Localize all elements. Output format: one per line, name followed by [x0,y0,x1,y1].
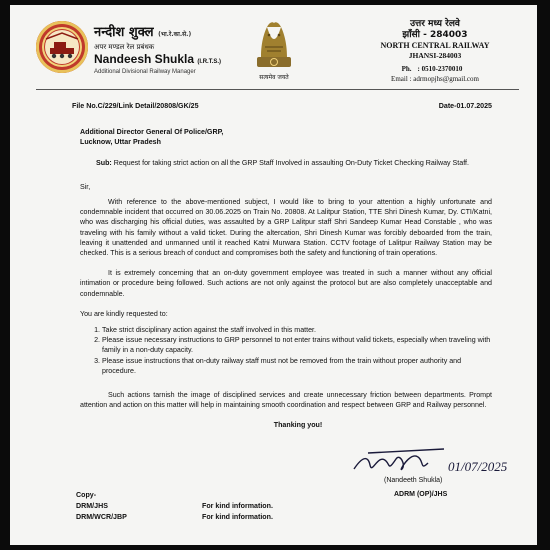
signatory-designation: ADRM (OP)/JHS [394,491,448,498]
request-item: 3. Please issue instructions that on-duty railway staff must not be removed from the train without proper authority and procedure. [102,356,492,376]
copy-row: DRM/WCR/JBP For kind information. [76,513,273,521]
paragraph-concern: It is extremely concerning that an on-duty government employee was treated in such a manner without any official intimation or procedure being followed. Such actions are not only against the protocol but are also completely unacceptable and condemnable. [80,269,492,298]
requests-list [80,325,492,376]
request-item: 1. Take strict disciplinary action against the staff involved in this matter. [102,325,492,335]
copy-row: DRM/JHS For kind information. [76,502,273,510]
officer-designation-english: Additional Divisional Railway Manager [94,69,196,75]
paragraph-closing: Such actions tarnish the image of disciplined services and create unnecessary friction between departments. Prompt attention and action on this matter will help in maintaining smooth coordination and respect between GRP and Railway personnel. [80,391,492,410]
copy-to-section [76,490,273,523]
closing-thanks: Thanking you! [273,421,323,430]
emblem-motto: सत्यमेव जयते [259,74,289,81]
ashoka-emblem-icon [247,17,301,73]
officer-designation-hindi: अपर मण्डल रेल प्रबंधक [94,43,155,51]
header-divider [36,89,519,90]
officer-name-hindi: नन्दीश शुक्ल (भा.रे.का.से.) [94,25,192,40]
requests-intro: You are kindly requested to: [80,309,168,318]
signature-date: 01/07/2025 [448,459,508,474]
officer-name-english: Nandeesh Shukla (I.R.T.S.) [94,52,222,66]
recipient-address: Additional Director General Of Police/GRP, Lucknow, Uttar Pradesh [80,128,224,147]
city-hindi: झाँसी - 284003 [402,30,468,40]
file-number: File No.C/229/Link Detail/20808/GK/25 [72,102,199,110]
letter-page [10,5,537,545]
signature-block [348,447,537,507]
handwritten-signature [348,447,537,481]
indian-railways-logo-icon [36,21,88,73]
railway-name-hindi: उत्तर मध्य रेलवे [410,19,460,29]
letter-date: Date-01.07.2025 [438,102,492,110]
city-english: JHANSI-284003 [408,51,462,60]
signatory-name: (Nandeeth Shukla) [384,477,443,484]
national-emblem [247,17,301,81]
paragraph-incident: With reference to the above-mentioned subject, I would like to bring to your attention a highly unfortunate and condemnable incident that occurred on 30.06.2025 on Train No. 20808. At Lalitpur Station, TTE Shri Dinesh Kumar, Dy. CTI/Katni, who was discharging his official duties, was assaulted by a GRP Lalitpur staff Shri Sandeep Kumar Head Constable , who was traveling with his family without a valid ticket. During the altercation, Shri Dinesh Kumar was forcibly deboarded from the train, leaving it unattended and unmanned until it reached Katni Murwara Station. CCTV footage of Lalitpur Railway Station may be checked. This is a serious breach of conduct and compromises both the safety and functioning of train operations. [80,198,492,258]
railway-name-english: NORTH CENTRAL RAILWAY [380,41,490,50]
officer-header [36,19,236,79]
subject-line: Sub: Request for taking strict action on all the GRP Staff Involved in assaulting On-Duty Ticket Checking Railway Staff. [96,158,469,167]
email-address: Email : adrmopjhs@gmail.com [391,75,479,83]
salutation: Sir, [80,182,91,191]
letter-body [72,101,492,431]
request-item: 2. Please issue necessary instructions to GRP personnel to not enter trains without valid tickets, especially when traveling with family in a non-duty capacity. [102,335,492,355]
phone-number: Ph. : 0510-2370010 [401,65,463,73]
copy-label: Copy- [76,491,97,499]
office-address [360,19,510,84]
